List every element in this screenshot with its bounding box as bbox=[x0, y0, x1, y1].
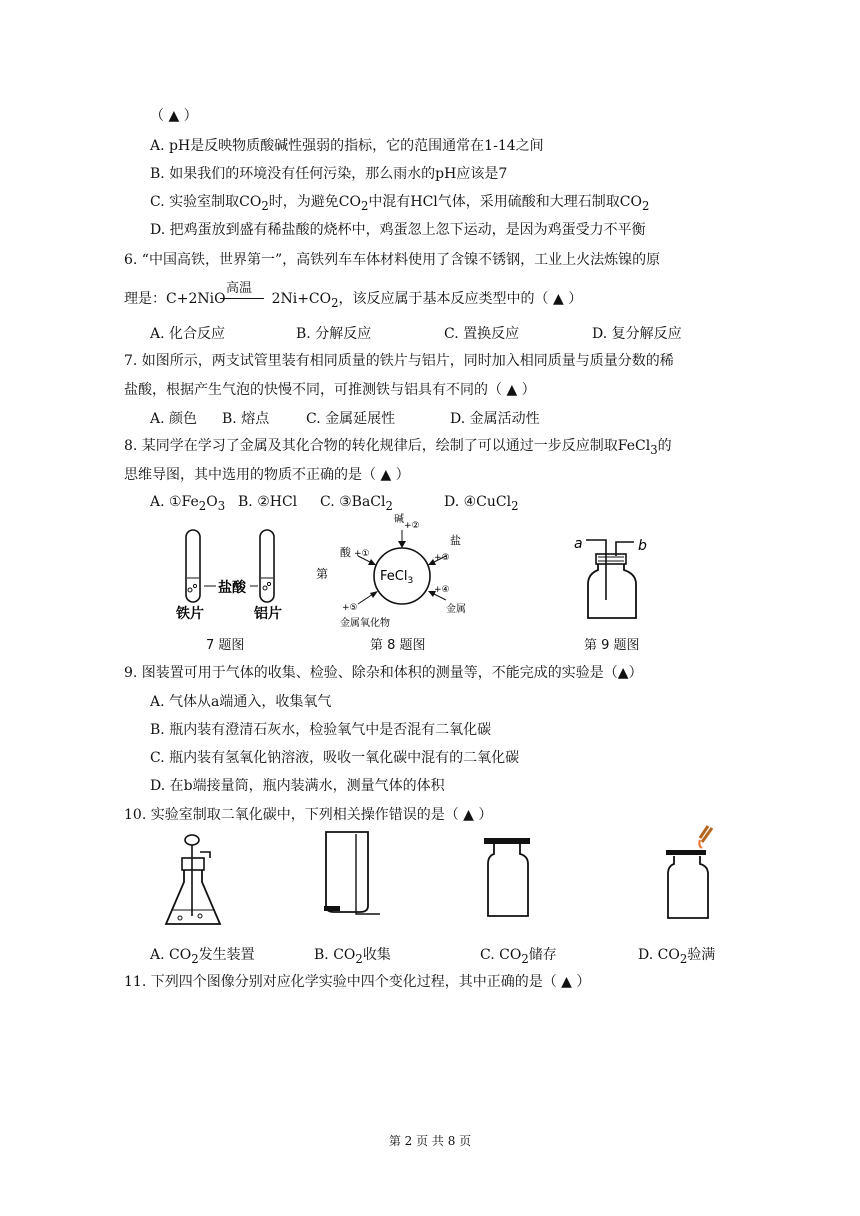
fig7-hcl-label: 盐酸 bbox=[218, 580, 246, 596]
q10-option-c: C. $CO_2$储存 bbox=[480, 947, 557, 966]
q7-option-a: A. 颜色 bbox=[150, 411, 198, 427]
q10-option-a: A. $CO_2$发生装置 bbox=[150, 947, 255, 966]
page-footer: 第 2 页 共 8 页 bbox=[388, 1134, 472, 1148]
q6-condition: 高温 bbox=[226, 281, 253, 296]
fig9-gas-bottle bbox=[560, 530, 680, 626]
q10-option-d: D. $CO_2$验满 bbox=[638, 947, 716, 966]
q8-option-d: D. ④CuCl$_2$ bbox=[444, 494, 519, 513]
q10-stem: 10. 实验室制取二氧化碳中，下列相关操作错误的是（ ▲ ） bbox=[124, 807, 493, 823]
q5-option-b: B. 如果我们的环境没有任何污染，那么雨水的pH应该是7 bbox=[150, 166, 508, 182]
fig9-port-b: b bbox=[638, 538, 647, 554]
fig8-num-5: +⑤ bbox=[342, 603, 358, 613]
q11-stem: 11. 下列四个图像分别对应化学实验中四个变化过程，其中正确的是（ ▲ ） bbox=[124, 974, 591, 990]
q10-fig-b-collection bbox=[320, 830, 390, 932]
q8-stem-line2: 思维导图，其中选用的物质不正确的是（ ▲ ） bbox=[124, 467, 410, 483]
fig8-num-3: +③ bbox=[434, 553, 450, 563]
q7-option-c: C. 金属延展性 bbox=[306, 411, 396, 427]
q5-option-d: D. 把鸡蛋放到盛有稀盐酸的烧杯中，鸡蛋忽上忽下运动，是因为鸡蛋受力不平衡 bbox=[150, 222, 646, 238]
q7-option-b: B. 熔点 bbox=[222, 411, 270, 427]
q6-option-d: D. 复分解反应 bbox=[592, 326, 682, 342]
q8-option-c: C. ③BaCl$_2$ bbox=[320, 494, 393, 513]
q8-stem-line1: 8. 某同学在学习了金属及其化合物的转化规律后，绘制了可以通过一步反应制取FeCl$_3$的 bbox=[124, 438, 672, 457]
fig9-caption: 第 9 题图 bbox=[584, 638, 640, 653]
fig8-mind-map bbox=[310, 512, 480, 632]
q8-option-b: B. ②HCl bbox=[238, 494, 298, 510]
q6-stem-line2: 理是：C+2NiO $2Ni+CO_2$，该反应属于基本反应类型中的（ ▲ ） bbox=[124, 291, 583, 310]
q9-option-d: D. 在b端接量筒，瓶内装满水，测量气体的体积 bbox=[150, 778, 445, 794]
q9-option-a: A. 气体从a端通入，收集氧气 bbox=[150, 694, 332, 710]
q7-stem-line2: 盐酸，根据产生气泡的快慢不同，可推测铁与铝具有不同的（ ▲ ） bbox=[124, 382, 536, 398]
q5-option-c: C. 实验室制取$CO_2$时，为避免$CO_2$中混有HCl气体，采用硫酸和大理石制取$CO_2$ bbox=[150, 194, 650, 213]
q5-answer-blank: （ ▲ ） bbox=[150, 108, 198, 124]
fig8-center-label: FeCl$_3$ bbox=[380, 569, 414, 586]
q10-fig-a-flask bbox=[160, 830, 230, 932]
fig9-port-a: a bbox=[574, 536, 583, 552]
fig7-aluminum-label: 铝片 bbox=[254, 606, 282, 622]
q6-option-b: B. 分解反应 bbox=[296, 326, 372, 342]
q9-option-b: B. 瓶内装有澄清石灰水，检验氧气中是否混有二氧化碳 bbox=[150, 722, 492, 738]
q10-fig-c-storage bbox=[482, 830, 552, 932]
q10-option-b: B. $CO_2$收集 bbox=[314, 947, 391, 966]
fig7-iron-label: 铁片 bbox=[176, 606, 204, 622]
q10-fig-d-full-test bbox=[662, 822, 732, 932]
q9-stem: 9. 图装置可用于气体的收集、检验、除杂和体积的测量等，不能完成的实验是（▲） bbox=[124, 665, 643, 681]
q5-option-a: A. pH是反映物质酸碱性强弱的指标，它的范围通常在1-14之间 bbox=[150, 138, 544, 154]
q7-stem-line1: 7. 如图所示，两支试管里装有相同质量的铁片与铝片，同时加入相同质量与质量分数的稀 bbox=[124, 353, 674, 369]
q8-option-a: A. $①Fe_2O_3$ bbox=[150, 494, 226, 513]
fig7-test-tubes bbox=[170, 526, 290, 624]
fig7-caption: 7 题图 bbox=[206, 638, 245, 653]
fig8-metal-label: 金属 bbox=[446, 604, 466, 615]
fig8-left-char: 第 bbox=[316, 567, 329, 581]
fig8-num-1: +① bbox=[354, 549, 370, 559]
fig8-base-label: 碱 bbox=[394, 514, 404, 525]
fig8-acid-label: 酸 bbox=[340, 546, 351, 559]
q6-option-c: C. 置换反应 bbox=[444, 326, 520, 342]
fig8-oxide-label: 金属氧化物 bbox=[340, 618, 390, 629]
q6-stem-line1: 6. “中国高铁，世界第一”，高铁列车车体材料使用了含镍不锈钢，工业上火法炼镍的原 bbox=[124, 252, 661, 268]
fig8-salt-label: 盐 bbox=[450, 534, 461, 547]
fig8-num-4: +④ bbox=[434, 585, 450, 595]
q9-option-c: C. 瓶内装有氢氧化钠溶液，吸收一氧化碳中混有的二氧化碳 bbox=[150, 750, 520, 766]
fig8-caption: 第 8 题图 bbox=[370, 638, 426, 653]
q7-option-d: D. 金属活动性 bbox=[450, 411, 540, 427]
q6-option-a: A. 化合反应 bbox=[150, 326, 226, 342]
fig8-num-2: +② bbox=[404, 521, 420, 531]
